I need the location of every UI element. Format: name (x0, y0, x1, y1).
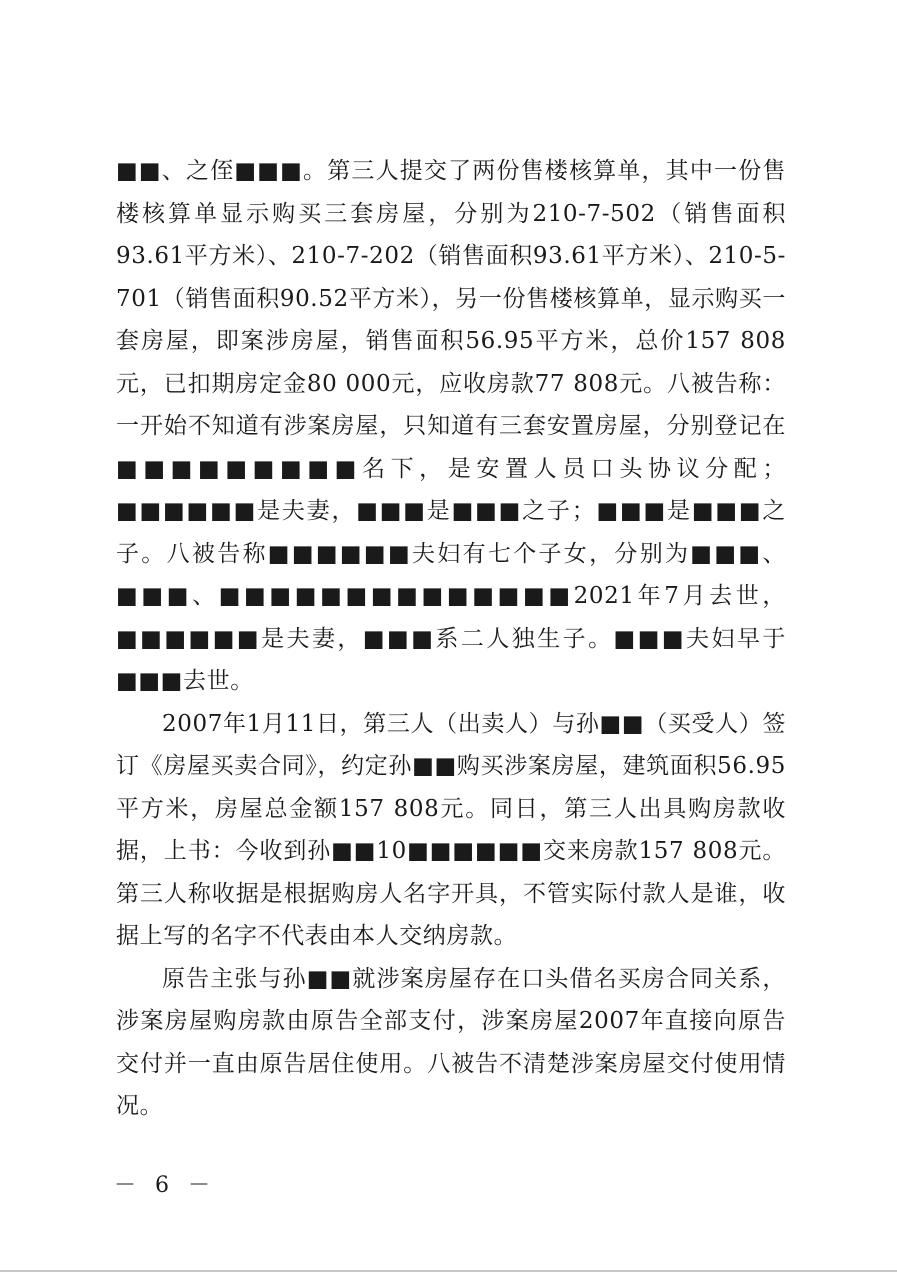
paragraph-contract: 2007年1月11日，第三人（出卖人）与孙■■（买受人）签订《房屋买卖合同》，约定孙■■购买涉案房屋，建筑面积56.95平方米，房屋总金额157 808元。同日，第三人出具购房款收据，上书：今收到孙■■10■■■■■■交来房款157 808元。第三人称收据是根据购房人名字开具，不管实际付款人是谁，收据上写的名字不代表由本人交纳房款。 (116, 710, 786, 949)
page-bottom-divider (0, 1270, 897, 1272)
paragraph-claim: 原告主张与孙■■就涉案房屋存在口头借名买房合同关系，涉案房屋购房款由原告全部支付，涉案房屋2007年直接向原告交付并一直由原告居住使用。八被告不清楚涉案房屋交付使用情况。 (116, 965, 786, 1119)
page-number: － 6 － (114, 1173, 216, 1198)
paragraph-continued: ■■、之侄■■■。第三人提交了两份售楼核算单，其中一份售楼核算单显示购买三套房屋，分别为210-7-502（销售面积93.61平方米）、210-7-202（销售面积93.61平方米）、210-5-701（销售面积90.52平方米），另一份售楼核算单，显示购买一套房屋，即案涉房屋，销售面积56.95平方米，总价157 808元，已扣期房定金80 000元，应收房款77 808元。八被告称：一开始不知道有涉案房屋，只知道有三套安置房屋，分别登记在■■■■■■■■■名下，是安置人员口头协议分配；■■■■■■是夫妻，■■■是■■■之子；■■■是■■■之子。八被告称■■■■■■夫妇有七个子女，分别为■■■、■■■、■■■■■■■■■■■■■■2021年7月去世，■■■■■■是夫妻，■■■系二人独生子。■■■夫妇早于■■■去世。 (116, 158, 786, 694)
body-text (116, 150, 786, 1128)
